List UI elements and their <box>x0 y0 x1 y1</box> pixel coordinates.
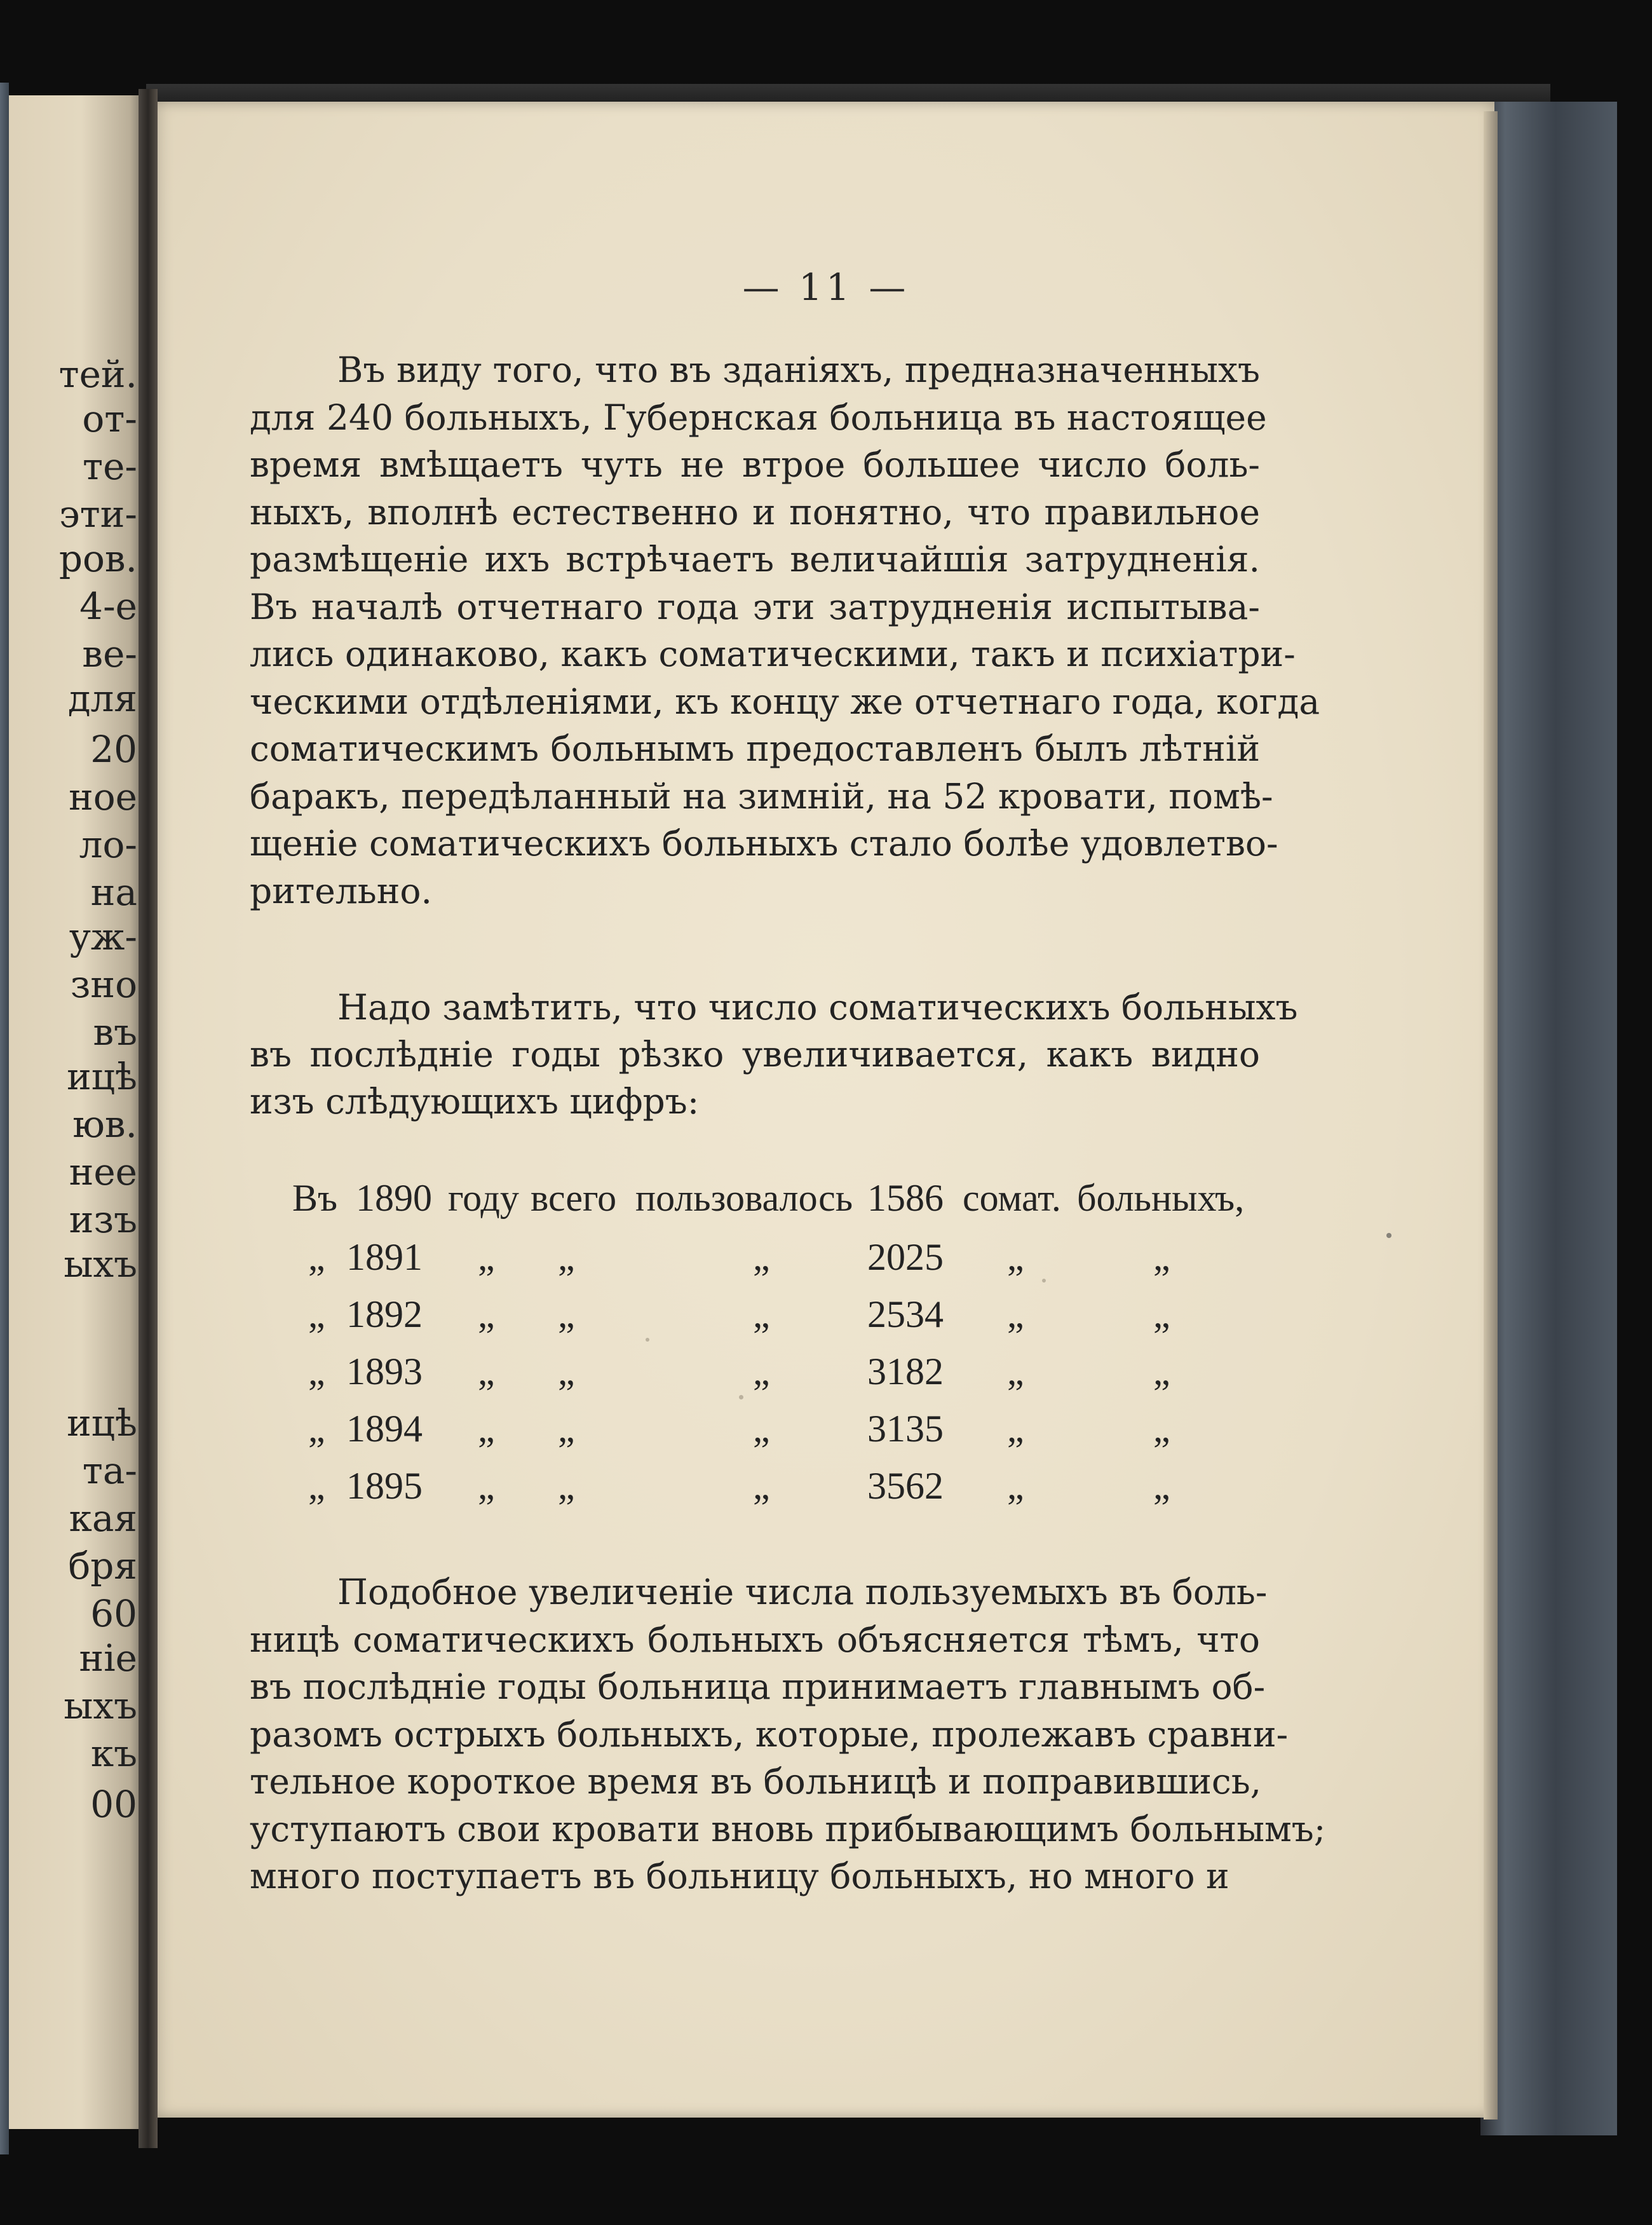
text-line: для 240 больныхъ, Губернская больница въ настоящее <box>250 397 1267 438</box>
dust-speck <box>646 1338 649 1342</box>
dust-speck <box>1042 1279 1046 1283</box>
dust-speck <box>1386 1233 1391 1238</box>
text-line: разомъ острыхъ больныхъ, которые, пролежавъ сравни- <box>250 1713 1289 1755</box>
ditto-mark: „ <box>1153 1351 1170 1392</box>
text-line: Подобное увеличеніе числа пользуемыхъ въ боль- <box>337 1572 1268 1612</box>
text-line: Надо замѣтить, что число соматическихъ больныхъ <box>337 987 1298 1028</box>
ditto-mark: „ <box>753 1351 770 1392</box>
ditto-mark: „ <box>558 1293 575 1335</box>
ditto-mark: „ <box>308 1236 325 1278</box>
unit-cell: сомат. <box>963 1177 1061 1219</box>
text-line: въ послѣдніе годы больница принимаетъ главнымъ об- <box>250 1666 1266 1707</box>
year-cell: 1893 <box>346 1351 423 1392</box>
text-line: въ послѣдніе годы рѣзко увеличивается, какъ видно <box>250 1034 1260 1075</box>
text-line: лись одинаково, какъ соматическими, такъ и психіатри- <box>250 634 1296 674</box>
text-line: соматическимъ больнымъ предоставленъ былъ лѣтній <box>250 728 1260 769</box>
ditto-mark: „ <box>1007 1408 1024 1450</box>
year-cell: 1890 <box>356 1177 432 1219</box>
left-page-fragment: та- <box>82 1449 137 1492</box>
ditto-mark: „ <box>478 1236 495 1278</box>
left-page-fragment: бря <box>68 1544 137 1588</box>
count-cell: 2025 <box>867 1236 944 1278</box>
table-row <box>0 1410 1652 1454</box>
book-gutter <box>139 89 158 2148</box>
table-row <box>0 1295 1652 1340</box>
left-page-fragment: кая <box>69 1497 137 1540</box>
text-line: изъ слѣдующихъ цифръ: <box>250 1081 700 1122</box>
ditto-mark: „ <box>1007 1465 1024 1507</box>
ditto-mark: „ <box>1153 1293 1170 1335</box>
text-line: баракъ, передѣланный на зимній, на 52 кровати, помѣ- <box>250 775 1273 817</box>
left-page-fragment: ицѣ <box>67 1055 137 1098</box>
year-cell: 1892 <box>346 1293 423 1335</box>
ditto-mark: „ <box>478 1293 495 1335</box>
left-page-fragment: ло- <box>79 823 137 866</box>
left-page-fragment: ыхъ <box>64 1684 137 1727</box>
left-page-fragment: тей. <box>58 353 137 396</box>
ditto-mark: „ <box>753 1293 770 1335</box>
left-page-fragment: зно <box>70 963 137 1006</box>
count-cell: 3135 <box>867 1408 944 1450</box>
text-line: тельное короткое время въ больницѣ и поправившись, <box>250 1761 1262 1802</box>
page-number: — 11 — <box>742 266 910 309</box>
left-page-fragment: въ <box>93 1010 137 1054</box>
table-row <box>0 1179 1652 1223</box>
text-line: уступаютъ свои кровати вновь прибывающимъ больнымъ; <box>250 1808 1326 1849</box>
left-page-fragment: ров. <box>58 537 137 580</box>
ditto-mark: „ <box>478 1351 495 1392</box>
ditto-mark: „ <box>1153 1236 1170 1278</box>
ditto-mark: „ <box>1153 1408 1170 1450</box>
text-line: щеніе соматическихъ больныхъ стало болѣе удовлетво- <box>250 823 1278 864</box>
ditto-mark: „ <box>308 1293 325 1335</box>
ditto-mark: „ <box>558 1351 575 1392</box>
left-page <box>0 95 147 2129</box>
ditto-mark: „ <box>753 1236 770 1278</box>
left-page-fragment: ыхъ <box>64 1242 137 1286</box>
dust-speck <box>739 1395 743 1399</box>
count-cell: 3182 <box>867 1351 944 1392</box>
text-line: ницѣ соматическихъ больныхъ объясняется тѣмъ, что <box>250 1619 1260 1660</box>
left-page-fragment: къ <box>90 1732 137 1775</box>
row-prefix: Въ <box>292 1177 338 1219</box>
phrase-cell: году <box>448 1177 519 1219</box>
text-line: рительно. <box>250 870 432 911</box>
ditto-mark: „ <box>308 1351 325 1392</box>
left-page-fragment: 20 <box>90 728 137 771</box>
text-line: Въ началѣ отчетнаго года эти затрудненія испытыва- <box>250 586 1260 627</box>
year-cell: 1891 <box>346 1236 423 1278</box>
left-page-fragment: на <box>90 871 137 914</box>
ditto-mark: „ <box>558 1465 575 1507</box>
ditto-mark: „ <box>753 1465 770 1507</box>
left-page-fragment: те- <box>82 445 137 488</box>
table-row <box>0 1352 1652 1397</box>
text-line: ческими отдѣленіями, къ концу же отчетнаго года, когда <box>250 681 1320 722</box>
count-cell: 3562 <box>867 1465 944 1507</box>
left-page-fragment: ное <box>69 775 137 819</box>
phrase-cell: пользовалось <box>635 1177 853 1219</box>
left-page-fragment: изъ <box>69 1198 137 1241</box>
text-line: ныхъ, вполнѣ естественно и понятно, что правильное <box>250 491 1260 533</box>
ditto-mark: „ <box>308 1465 325 1507</box>
ditto-mark: „ <box>1007 1293 1024 1335</box>
left-page-fragment: 00 <box>90 1783 137 1826</box>
table-row <box>0 1236 1652 1286</box>
left-page-fragment: юв. <box>72 1103 137 1146</box>
ditto-mark: „ <box>1007 1351 1024 1392</box>
text-line: Въ виду того, что въ зданіяхъ, предназначенныхъ <box>337 350 1260 390</box>
ditto-mark: „ <box>478 1465 495 1507</box>
table-row <box>0 1467 1652 1511</box>
ditto-mark: „ <box>1007 1236 1024 1278</box>
left-page-fragment: ніе <box>79 1636 137 1680</box>
text-line: время вмѣщаетъ чуть не втрое большее число боль- <box>250 444 1260 485</box>
ditto-mark: „ <box>558 1236 575 1278</box>
phrase-cell: всего <box>531 1177 617 1219</box>
year-cell: 1895 <box>346 1465 423 1507</box>
count-cell: 2534 <box>867 1293 944 1335</box>
count-cell: 1586 <box>867 1177 944 1219</box>
text-line: много поступаетъ въ больницу больныхъ, но много и <box>250 1856 1229 1896</box>
left-page-fragment: уж- <box>69 915 137 958</box>
left-cover-edge <box>0 83 9 2154</box>
ditto-mark: „ <box>753 1408 770 1450</box>
unit-cell: больныхъ, <box>1077 1177 1245 1219</box>
left-page-fragment: 4-е <box>79 585 137 628</box>
left-page-fragment: ве- <box>82 632 137 676</box>
ditto-mark: „ <box>558 1408 575 1450</box>
left-page-fragment: 60 <box>90 1592 137 1635</box>
left-page-fragment: эти- <box>59 493 137 536</box>
left-page-fragment: ицѣ <box>67 1401 137 1445</box>
ditto-mark: „ <box>308 1408 325 1450</box>
right-cover-edge <box>1480 102 1617 2135</box>
page-edge <box>1484 111 1498 2120</box>
ditto-mark: „ <box>1153 1465 1170 1507</box>
year-cell: 1894 <box>346 1408 423 1450</box>
left-page-fragment: для <box>67 677 137 720</box>
text-line: размѣщеніе ихъ встрѣчаетъ величайшія затрудненія. <box>250 539 1260 580</box>
left-page-fragment: нее <box>69 1150 137 1194</box>
ditto-mark: „ <box>478 1408 495 1450</box>
left-page-fragment: от- <box>82 397 137 440</box>
